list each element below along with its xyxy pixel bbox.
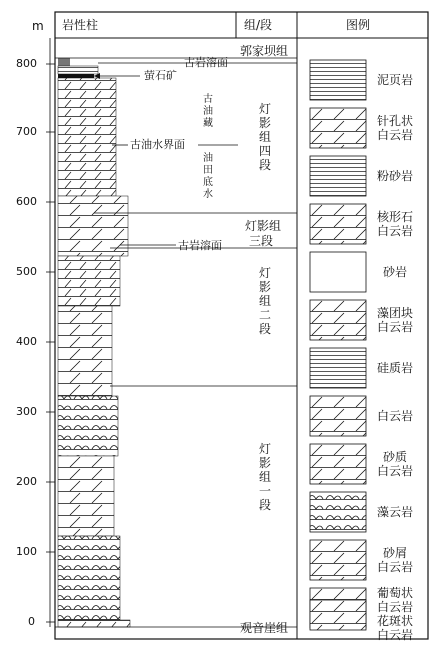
member-3-label-line2: 三段 bbox=[249, 234, 274, 248]
middle-karst-surface-label: 古岩溶面 bbox=[178, 239, 222, 252]
legend-label-oolitic-dolomite: 核形石 白云岩 bbox=[376, 210, 413, 238]
axis-tick-300: 300 bbox=[16, 405, 37, 418]
legend-label-shale: 泥页岩 bbox=[376, 73, 413, 87]
legend-label-sandy-dolomite: 砂质 白云岩 bbox=[376, 450, 413, 478]
legend-label-dolomite: 白云岩 bbox=[376, 409, 413, 423]
axis-tick-0: 0 bbox=[28, 615, 35, 628]
member-2-label: 灯 影 组 二 段 bbox=[258, 266, 271, 336]
member-1-label: 灯 影 组 一 段 bbox=[258, 442, 271, 512]
legend-label-detrital-dolomite: 砂屑 白云岩 bbox=[376, 546, 413, 574]
axis-unit-label: m bbox=[32, 19, 44, 33]
axis-tick-200: 200 bbox=[16, 475, 37, 488]
header-formation-member: 组/段 bbox=[244, 18, 273, 32]
paleo-reservoir-label: 古 油 藏 bbox=[203, 94, 213, 129]
oilfield-bottom-water-label: 油 田 底 水 bbox=[203, 153, 213, 200]
axis-tick-400: 400 bbox=[16, 335, 37, 348]
lithology-column bbox=[58, 58, 130, 627]
legend-swatches bbox=[310, 60, 366, 630]
axis-tick-600: 600 bbox=[16, 195, 37, 208]
header-lithology-column: 岩性柱 bbox=[62, 18, 99, 32]
guanyinya-formation-label: 观音崖组 bbox=[240, 621, 289, 635]
legend-label-pinhole-dolomite: 针孔状 白云岩 bbox=[376, 114, 413, 142]
legend-label-sandstone: 砂岩 bbox=[382, 265, 407, 279]
legend-label-siltstone: 粉砂岩 bbox=[376, 169, 413, 183]
legend-label-algal-clot-dolomite: 藻团块 白云岩 bbox=[376, 306, 413, 334]
axis-tick-500: 500 bbox=[16, 265, 37, 278]
fluorite-ore-label: 萤石矿 bbox=[144, 69, 177, 82]
axis-tick-100: 100 bbox=[16, 545, 37, 558]
legend-label-algal-dolomite: 藻云岩 bbox=[376, 505, 413, 519]
guojiaba-formation-label: 郭家坝组 bbox=[240, 44, 289, 58]
oil-water-contact-label: 古油水界面 bbox=[130, 138, 185, 151]
member-4-label: 灯 影 组 四 段 bbox=[258, 102, 271, 172]
header-legend: 图例 bbox=[346, 18, 371, 32]
upper-karst-surface-label: 古岩溶面 bbox=[184, 56, 228, 69]
axis-tick-700: 700 bbox=[16, 125, 37, 138]
member-3-label-line1: 灯影组 bbox=[245, 219, 282, 233]
axis-tick-800: 800 bbox=[16, 57, 37, 70]
legend-label-siliceous-rock: 硅质岩 bbox=[376, 361, 413, 375]
legend-label-mottled-dolomite: 花斑状 白云岩 bbox=[376, 614, 413, 642]
legend-label-botryoidal-dolomite: 葡萄状 白云岩 bbox=[376, 586, 413, 614]
